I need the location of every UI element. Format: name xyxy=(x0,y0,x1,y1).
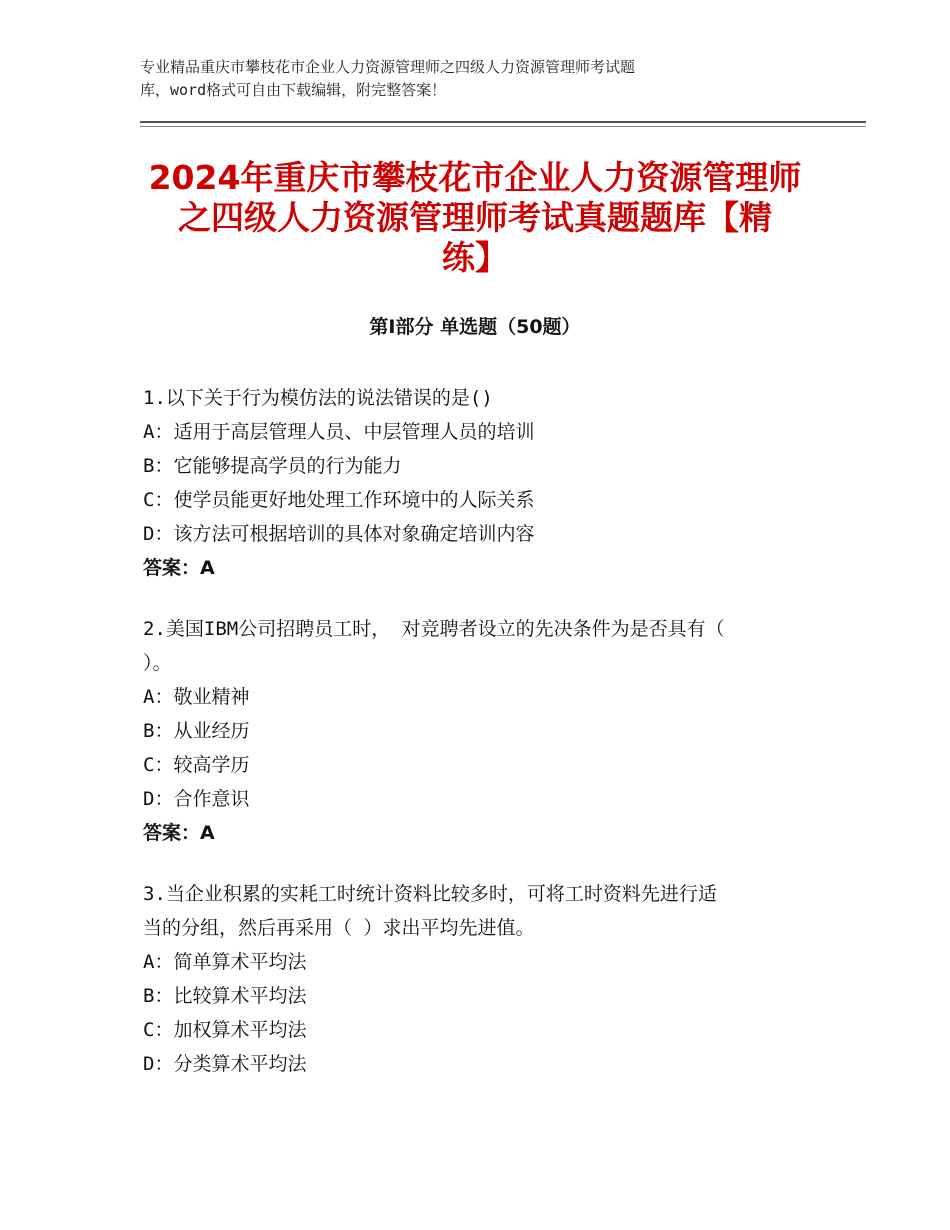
option-b: B：比较算术平均法 xyxy=(143,985,307,1007)
option-d: D：合作意识 xyxy=(143,788,250,810)
question-2 xyxy=(143,612,808,850)
option-c: C：使学员能更好地处理工作环境中的人际关系 xyxy=(143,489,535,511)
document-title-line-2: 之四级人力资源管理师考试真题题库【精 xyxy=(178,198,772,237)
header-note-line-1: 专业精品重庆市攀枝花市企业人力资源管理师之四级人力资源管理师考试题 xyxy=(140,58,636,76)
option-d: D：分类算术平均法 xyxy=(143,1053,307,1075)
question-stem-continued: 当的分组，然后再采用（ ）求出平均先进值。 xyxy=(143,917,535,939)
header-note-line-2: 库，word格式可自由下载编辑，附完整答案！ xyxy=(140,81,447,99)
question-stem: 2.美国IBM公司招聘员工时， 对竞聘者设立的先决条件为是否具有（ xyxy=(143,618,725,640)
header-divider xyxy=(140,121,866,123)
option-c: C：加权算术平均法 xyxy=(143,1019,307,1041)
answer: 答案：A xyxy=(143,822,215,844)
question-stem-continued: ）。 xyxy=(143,652,172,674)
option-c: C：较高学历 xyxy=(143,754,250,776)
option-d: D：该方法可根据培训的具体对象确定培训内容 xyxy=(143,523,535,545)
option-b: B：从业经历 xyxy=(143,720,250,742)
question-3 xyxy=(143,877,808,1081)
header-note xyxy=(140,56,780,102)
document-title-line-3: 练】 xyxy=(442,238,508,277)
section-title: 第Ⅰ部分 单选题（50题） xyxy=(369,316,581,338)
question-stem: 1.以下关于行为模仿法的说法错误的是() xyxy=(143,387,493,409)
option-a: A：简单算术平均法 xyxy=(143,951,307,973)
document-title xyxy=(140,158,810,278)
header-divider-thin xyxy=(140,126,866,127)
option-b: B：它能够提高学员的行为能力 xyxy=(143,455,402,477)
option-a: A：敬业精神 xyxy=(143,686,250,708)
question-list xyxy=(143,381,808,1108)
option-a: A：适用于高层管理人员、中层管理人员的培训 xyxy=(143,421,535,443)
answer: 答案：A xyxy=(143,557,215,579)
question-1 xyxy=(143,381,808,585)
question-stem: 3.当企业积累的实耗工时统计资料比较多时，可将工时资料先进行适 xyxy=(143,883,717,905)
document-title-line-1: 2024年重庆市攀枝花市企业人力资源管理师 xyxy=(148,158,802,197)
